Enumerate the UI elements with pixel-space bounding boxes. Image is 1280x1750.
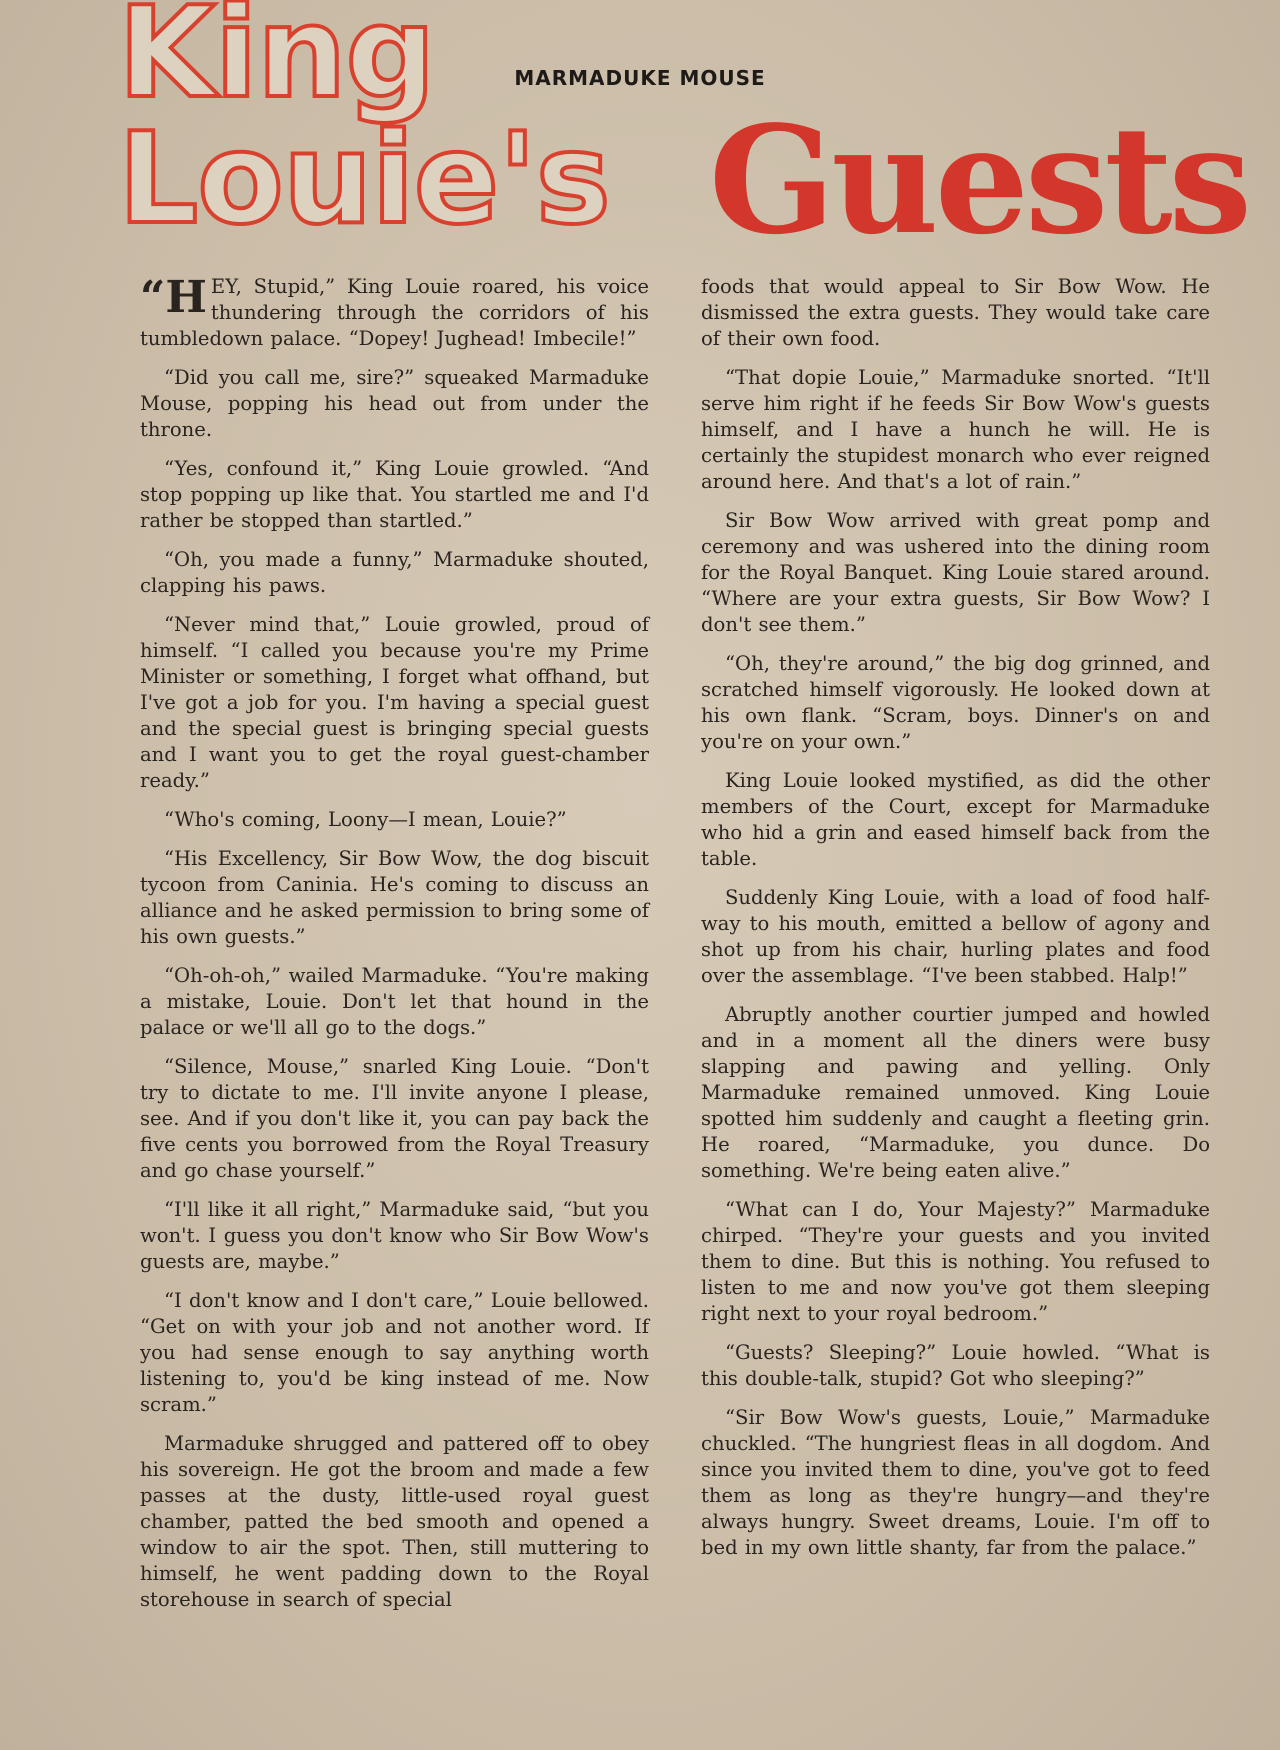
paragraph: Suddenly King Louie, with a load of food half-way to his mouth, emitted a bellow of agony and shot up from his chair, hurling plates and food over the assemblage. “I've been stabbed. Halp!”	[701, 886, 1210, 987]
paragraph: “I'll like it all right,” Marmaduke said, “but you won't. I guess you don't know who Sir Bow Wow's guests are, maybe.”	[140, 1198, 649, 1273]
paragraph: “That dopie Louie,” Marmaduke snorted. “It'll serve him right if he feeds Sir Bow Wow's guests himself, and I have a hunch he will. He is certainly the stupidest monarch who ever reigned around here. And that's a lot of rain.”	[701, 366, 1210, 493]
paragraph: “Never mind that,” Louie growled, proud of himself. “I called you because you're my Prime Minister or something, I forget what offhand, but I've got a job for you. I'm having a special guest and the special guest is bringing special guests and I want you to get the royal guest-chamber ready.”	[140, 613, 649, 792]
paragraph: “Oh, they're around,” the big dog grinned, and scratched himself vigorously. He looked down at his own flank. “Scram, boys. Dinner's on and you're on your own.”	[701, 652, 1210, 753]
left-column	[140, 274, 649, 1654]
paragraph: “What can I do, Your Majesty?” Marmaduke chirped. “They're your guests and you invited them to dine. But this is nothing. You refused to listen to me and now you've got them sleeping right next to your royal bedroom.”	[701, 1198, 1210, 1325]
paragraph: “Silence, Mouse,” snarled King Louie. “Don't try to dictate to me. I'll invite anyone I please, see. And if you don't like it, you can pay back the five cents you borrowed from the Royal Treasury and go chase yourself.”	[140, 1055, 649, 1182]
paragraph: “H EY, Stupid,” King Louie roared, his voice thundering through the corridors of his tumbledown palace. “Dopey! Jughead! Imbecile!”	[140, 272, 649, 350]
paragraph: “I don't know and I don't care,” Louie bellowed. “Get on with your job and not another word. If you had sense enough to say anything worth listening to, you'd be king instead of me. Now scram.”	[140, 1289, 649, 1416]
paragraph: “Oh-oh-oh,” wailed Marmaduke. “You're making a mistake, Louie. Don't let that hound in the palace or we'll all go to the dogs.”	[140, 964, 649, 1039]
title-solid-text: Guests	[708, 93, 1248, 267]
paragraph: “His Excellency, Sir Bow Wow, the dog biscuit tycoon from Caninia. He's coming to discuss an alliance and he asked permission to bring some of his own guests.”	[140, 847, 649, 948]
paragraph: “Yes, confound it,” King Louie growled. “And stop popping up like that. You startled me and I'd rather be stopped than startled.”	[140, 457, 649, 532]
paragraph: “Guests? Sleeping?” Louie howled. “What is this double-talk, stupid? Got who sleeping?”	[701, 1341, 1210, 1390]
paragraph: “Did you call me, sire?” squeaked Marmaduke Mouse, popping his head out from under the throne.	[140, 366, 649, 441]
title-outline-text: King Louie's	[118, 0, 610, 252]
paragraph: “Sir Bow Wow's guests, Louie,” Marmaduke chuckled. “The hungriest fleas in all dogdom. And since you invited them to dine, you've got to feed them as long as they're hungry—and they're always hungry. Sweet dreams, Louie. I'm off to bed in my own little shanty, far from the palace.”	[701, 1406, 1210, 1559]
paragraph: “Who's coming, Loony—I mean, Louie?”	[164, 808, 567, 831]
paragraph: Abruptly another courtier jumped and howled and in a moment all the diners were busy slapping and pawing and yelling. Only Marmaduke remained unmoved. King Louie spotted him suddenly and caught a fleeting grin. He roared, “Marmaduke, you dunce. Do something. We're being eaten alive.”	[701, 1003, 1210, 1182]
drop-cap: “H	[140, 272, 207, 323]
paragraph: foods that would appeal to Sir Bow Wow. He dismissed the extra guests. They would take care of their own food.	[701, 275, 1210, 350]
paragraph: Sir Bow Wow arrived with great pomp and ceremony and was ushered into the dining room for the Royal Banquet. King Louie stared around. “Where are your extra guests, Sir Bow Wow? I don't see them.”	[701, 509, 1210, 636]
paragraph: Marmaduke shrugged and pattered off to obey his sovereign. He got the broom and made a few passes at the dusty, little-used royal guest chamber, patted the bed smooth and opened a window to air the spot. Then, still muttering to himself, he went padding down to the Royal storehouse in search of special	[140, 1432, 649, 1611]
series-kicker: MARMADUKE MOUSE	[514, 66, 766, 90]
paragraph: King Louie looked mystified, as did the other members of the Court, except for Marmaduke who hid a grin and eased himself back from the table.	[701, 769, 1210, 870]
right-column	[701, 274, 1210, 1654]
paragraph: “Oh, you made a funny,” Marmaduke shouted, clapping his paws.	[140, 548, 649, 597]
story-columns	[140, 274, 1210, 1654]
